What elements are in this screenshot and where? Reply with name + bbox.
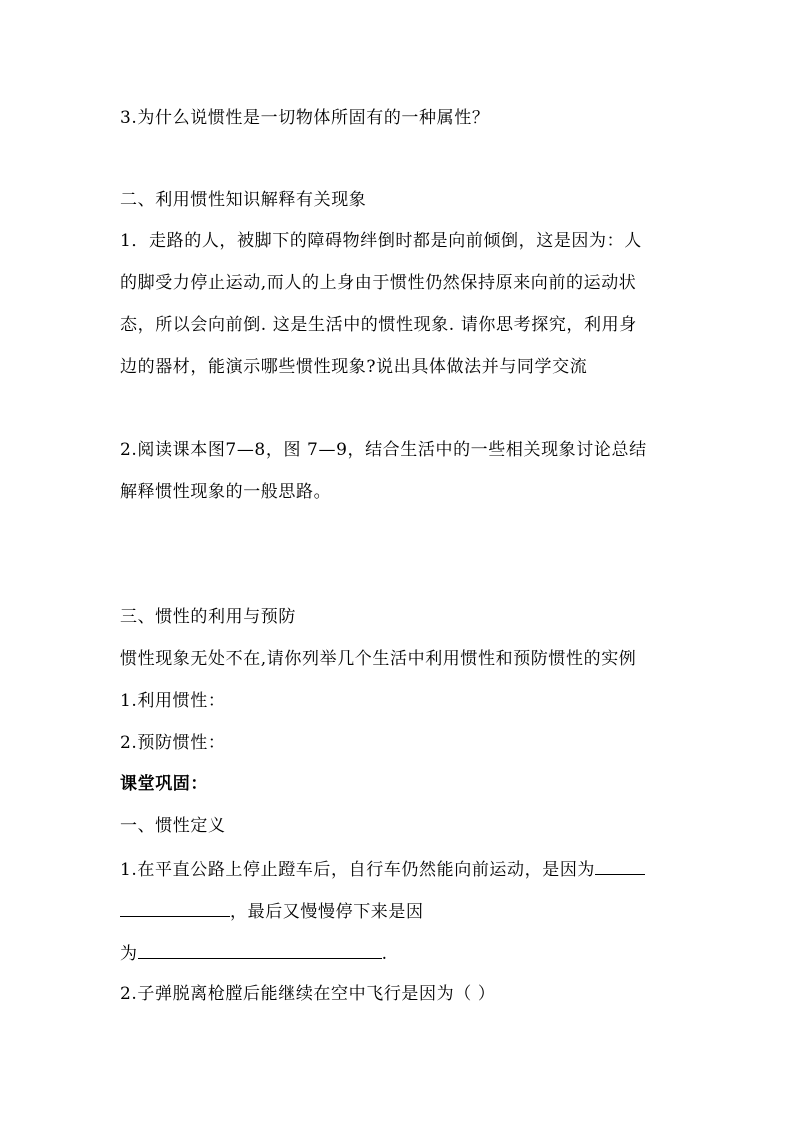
section-2-paragraph-2-line-1: 2.阅读课本图7—8，图 7—9，结合生活中的一些相关现象讨论总结 [120, 440, 647, 460]
section-3-item-1: 1.利用惯性： [120, 691, 226, 711]
section-3-intro: 惯性现象无处不在,请你列举几个生活中利用惯性和预防惯性的实例 [120, 649, 637, 669]
section-2-paragraph-2-line-2: 解释惯性现象的一般思路。 [120, 482, 332, 502]
section-2-paragraph-1-line-1: 1．走路的人，被脚下的障碍物绊倒时都是向前倾倒，这是因为：人 [120, 231, 642, 251]
question-1-text-for: 为 [120, 944, 138, 964]
section-3-item-2: 2.预防惯性： [120, 733, 226, 753]
consolidation-question-1-line-3 [120, 940, 680, 964]
consolidation-question-1-line-1 [120, 856, 680, 880]
question-1-period: . [381, 944, 388, 964]
section-2-paragraph-1-line-2: 的脚受力停止运动,而人的上身由于惯性仍然保持原来向前的运动状 [120, 273, 637, 293]
consolidation-subheading: 一、惯性定义 [120, 816, 226, 836]
consolidation-heading: 课堂巩固： [120, 774, 208, 794]
section-2-paragraph-1-line-3: 态，所以会向前倒. 这是生活中的惯性现象. 请你思考探究，利用身 [120, 315, 637, 335]
question-1-text-start: 1.在平直公路上停止蹬车后，自行车仍然能向前运动，是因为 [120, 860, 596, 880]
answer-blank-1[interactable] [595, 856, 645, 875]
consolidation-question-1-line-2 [120, 898, 680, 922]
section-2-paragraph-1-line-4: 边的器材，能演示哪些惯性现象?说出具体做法并与同学交流 [120, 357, 588, 377]
question-1-text-middle: ，最后又慢慢停下来是因 [230, 902, 424, 922]
question-3: 3.为什么说惯性是一切物体所固有的一种属性？ [120, 108, 490, 128]
section-2-title: 二、利用惯性知识解释有关现象 [120, 190, 367, 210]
section-3-title: 三、惯性的利用与预防 [120, 607, 296, 627]
consolidation-question-2: 2.子弹脱离枪膛后能继续在空中飞行是因为（ ） [120, 984, 496, 1004]
answer-blank-2[interactable] [138, 940, 382, 959]
answer-blank-1-continued[interactable] [120, 898, 230, 917]
